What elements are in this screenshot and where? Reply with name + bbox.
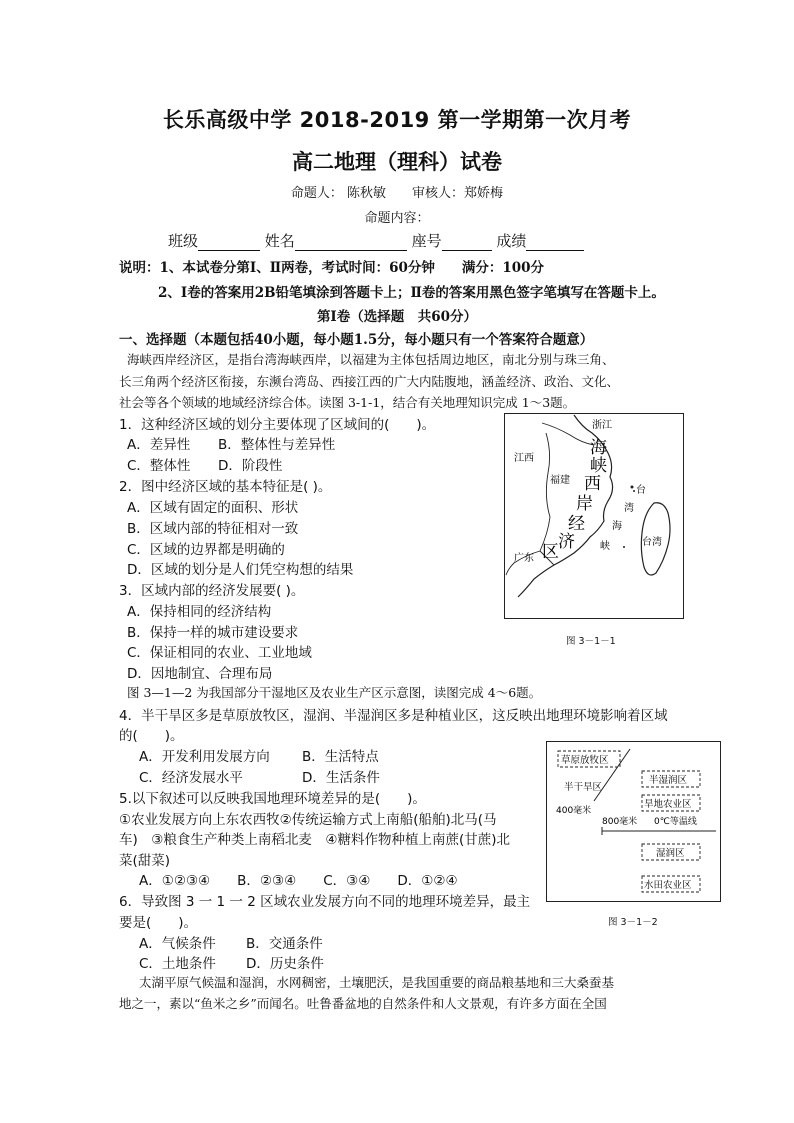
map2-caption: 图 3－1－2	[608, 917, 658, 928]
map2-label-paddy: 水田农业区	[644, 880, 692, 891]
q5-line-2: 车) ③粮食生产种类上南稻北麦 ④糖料作物种植上南蔗(甘蔗)北	[119, 832, 511, 848]
score-field[interactable]	[526, 235, 584, 251]
seat-field[interactable]	[442, 235, 492, 251]
passage-line-2: 地之一，素以“鱼米之乡”而闻名。吐鲁番盆地的自然条件和人文景观，有许多方面在全国	[119, 996, 607, 1011]
map1-label-guangdong: 广东	[514, 553, 534, 564]
q1-option-a[interactable]: A．差异性	[127, 437, 191, 453]
note-2: 2、Ⅰ卷的答案用2B铅笔填涂到答题卡上；Ⅱ卷的答案用黑色签字笔填写在答题卡上。	[158, 285, 665, 301]
map1-zone-char-7: 区	[542, 542, 559, 562]
map2-label-800mm: 800毫米	[602, 817, 638, 827]
q2-option-c[interactable]: C．区域的边界都是明确的	[127, 542, 285, 558]
map1-label-zhejiang: 浙江	[592, 420, 612, 431]
map1-label-jiangxi: 江西	[514, 453, 534, 464]
q6-stem-1: 6．导致图 3 一 1 一 2 区域农业发展方向不同的地理环境差异，最主	[119, 894, 531, 910]
q5-stem: 5.以下叙述可以反映我国地理环境差异的是( )。	[119, 791, 426, 807]
map1-islet	[633, 490, 635, 492]
map1-caption: 图 3－1－1	[566, 636, 616, 647]
name-label: 姓名	[264, 232, 295, 250]
q4-stem-2: 的( )。	[119, 728, 184, 744]
name-field[interactable]	[295, 235, 407, 251]
map-3-1-1	[504, 413, 684, 619]
intro-line-2: 长三角两个经济区衔接，东濒台湾岛、西接江西的广大内陆腹地，涵盖经济、政治、文化、	[119, 374, 620, 389]
q4-option-c[interactable]: C．经济发展水平	[139, 770, 243, 786]
q2-stem: 2．图中经济区域的基本特征是( )。	[119, 479, 332, 495]
q6-option-c[interactable]: C．土地条件	[139, 956, 216, 972]
map2-label-dryland: 旱地农业区	[644, 799, 692, 810]
q1-option-c[interactable]: C．整体性	[127, 458, 191, 474]
q1-option-b[interactable]: B．整体性与差异性	[218, 437, 336, 453]
q2-option-a[interactable]: A．区域有固定的面积、形状	[127, 500, 299, 516]
map1-zone-char-2: 峡	[590, 456, 607, 476]
map1-label-strait-1: 台	[636, 485, 646, 496]
map1-boundary-jx	[540, 433, 550, 551]
q5-line-3: 菜(甜菜)	[119, 853, 171, 869]
q6-option-b[interactable]: B．交通条件	[246, 936, 323, 952]
map1-islet	[623, 546, 625, 548]
author-line: 命题人： 陈秋敏 审核人：郑娇梅	[290, 186, 504, 201]
info-fields	[168, 230, 584, 251]
map2-label-400mm: 400毫米	[556, 806, 592, 816]
q5-line-1: ①农业发展方向上东农西牧②传统运输方式上南船(船舶)北马(马	[119, 812, 497, 828]
q4-option-a[interactable]: A．开发利用发展方向	[139, 749, 270, 765]
map1-zone-char-3: 西	[584, 474, 601, 494]
q3-option-d[interactable]: D．因地制宜、合理布局	[127, 666, 273, 682]
intro-line-1: 海峡西岸经济区，是指台湾海峡西岸，以福建为主体包括周边地区，南北分别与珠三角、	[127, 352, 615, 367]
map1-label-strait-3: 海	[612, 521, 622, 532]
class-field[interactable]	[198, 235, 260, 251]
intro-2: 图 3—1—2 为我国部分干湿地区及农业生产区示意图，读图完成 4～6题。	[127, 685, 542, 700]
map1-zone-char-6: 济	[558, 532, 575, 552]
map1-label-taiwan: 台湾	[642, 537, 662, 548]
map1-zone-char-5: 经	[568, 514, 585, 534]
q3-option-a[interactable]: A．保持相同的经济结构	[127, 604, 272, 620]
map1-islet	[631, 486, 634, 489]
q1-stem: 1．这种经济区域的划分主要体现了区域间的( )。	[119, 417, 436, 433]
q4-stem-1: 4．半干旱区多是草原放牧区，湿润、半湿润区多是种植业区，这反映出地理环境影响着区域	[119, 708, 668, 724]
q6-stem-2: 要是( )。	[119, 915, 198, 931]
map2-label-humid: 湿润区	[656, 848, 685, 859]
content-line: 命题内容：	[364, 211, 430, 226]
part1-title: 第Ⅰ卷（选择题 共60分）	[316, 309, 478, 325]
exam-title: 长乐高级中学 2018-2019 第一学期第一次月考	[162, 108, 632, 132]
q3-option-c[interactable]: C．保证相同的农业、工业地域	[127, 645, 312, 661]
intro-line-3: 社会等各个领域的地域经济综合体。读图 3-1-1，结合有关地理知识完成 1～3题。	[119, 395, 576, 410]
q2-option-b[interactable]: B．区域内部的特征相对一致	[127, 521, 299, 537]
score-label: 成绩	[496, 232, 527, 250]
q5-options[interactable]: A．①②③④ B．②③④ C．③④ D．①②④	[139, 873, 458, 889]
section-title: 一、选择题（本题包括40小题，每小题1.5分，每小题只有一个答案符合题意）	[119, 332, 594, 348]
map1-zone-char-4: 岸	[576, 494, 593, 514]
map1-label-strait-4: 峡	[600, 541, 610, 552]
map-3-1-2	[546, 741, 721, 902]
map2-label-grassland: 草原放牧区	[561, 755, 609, 766]
map1-boundary-zj	[542, 423, 594, 445]
exam-subtitle: 高二地理（理科）试卷	[292, 150, 502, 174]
map1-zone-char-1: 海	[590, 438, 607, 458]
seat-label: 座号	[411, 232, 442, 250]
map2-label-semihumid: 半湿润区	[649, 775, 688, 786]
q6-option-a[interactable]: A．气候条件	[139, 936, 216, 952]
q1-option-d[interactable]: D．阶段性	[218, 458, 283, 474]
map2-label-isotherm: 0℃等温线	[654, 817, 697, 827]
passage-line-1: 太湖平原气候温和湿润，水网稠密，土壤肥沃，是我国重要的商品粮基地和三大桑蚕基	[139, 975, 615, 990]
q4-option-b[interactable]: B．生活特点	[302, 749, 379, 765]
q2-option-d[interactable]: D．区域的划分是人们凭空构想的结果	[127, 562, 354, 578]
map1-label-fujian: 福建	[550, 475, 570, 486]
map1-label-strait-2: 湾	[624, 503, 634, 514]
q4-option-d[interactable]: D．生活条件	[302, 770, 380, 786]
class-label: 班级	[168, 232, 199, 250]
map2-label-semiarid: 半干旱区	[564, 782, 603, 793]
q6-option-d[interactable]: D．历史条件	[246, 956, 324, 972]
q3-stem: 3．区域内部的经济发展要( )。	[119, 583, 305, 599]
note-1: 说明：1、本试卷分第Ⅰ、Ⅱ两卷，考试时间：60分钟 满分：100分	[119, 260, 545, 276]
q3-option-b[interactable]: B．保持一样的城市建设要求	[127, 625, 299, 641]
